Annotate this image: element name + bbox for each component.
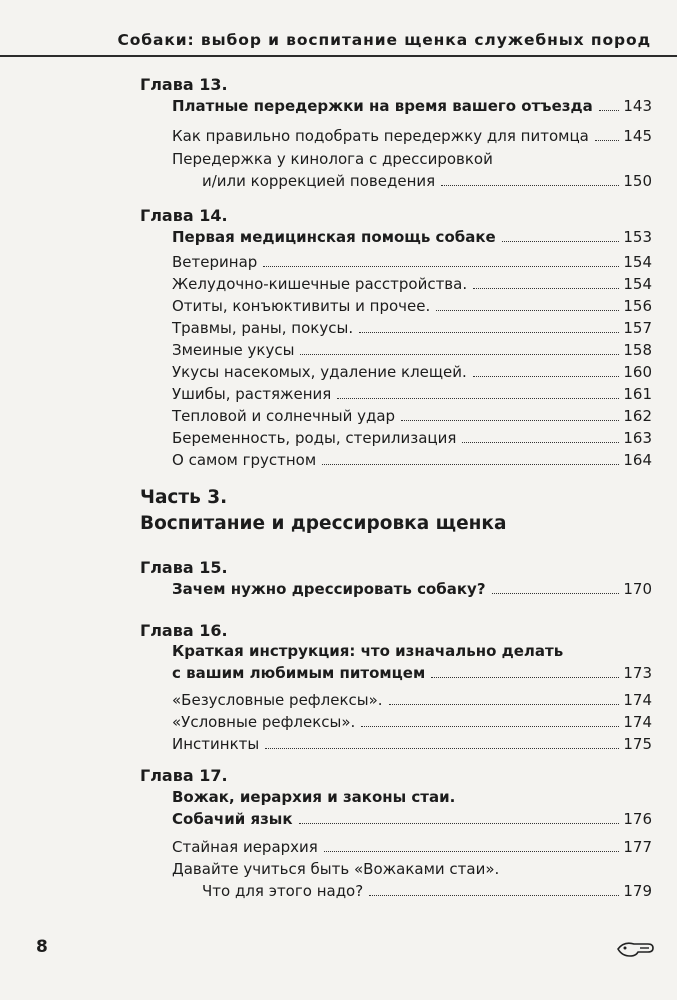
toc-entry[interactable] [172, 127, 652, 145]
toc-entry[interactable] [172, 341, 652, 359]
toc-page-number: 156 [623, 297, 652, 315]
toc-entry[interactable] [172, 810, 652, 828]
toc-entry[interactable] [172, 691, 652, 709]
toc-entry[interactable] [172, 713, 652, 731]
toc-entry[interactable] [172, 735, 652, 753]
toc-page-number: 154 [623, 253, 652, 271]
part-3-subtitle: Воспитание и дрессировка щенка [140, 513, 507, 534]
toc-entry-label: «Безусловные рефлексы». [172, 691, 383, 709]
chapter-16-title: Глава 16. [140, 621, 228, 640]
dot-leader [369, 895, 619, 896]
toc-entry-label: Ветеринар [172, 253, 258, 271]
toc-page-number: 179 [623, 882, 652, 900]
toc-entry-label: Платные передержки на время вашего отъезда [172, 97, 593, 115]
toc-entry[interactable] [172, 407, 652, 425]
dot-leader [599, 110, 620, 111]
dot-leader [337, 398, 619, 399]
toc-entry[interactable] [172, 97, 652, 115]
toc-page-number: 175 [623, 735, 652, 753]
dot-leader [322, 464, 619, 465]
toc-entry-label: О самом грустном [172, 451, 317, 469]
part-3-title: Часть 3. [140, 487, 228, 508]
toc-entry-label: Вожак, иерархия и законы стаи. [172, 788, 456, 806]
toc-page-number: 163 [623, 429, 652, 447]
toc-page-number: 176 [623, 810, 652, 828]
toc-entry-label: Змеиные укусы [172, 341, 295, 359]
toc-entry-label: Ушибы, растяжения [172, 385, 332, 403]
toc-page-number: 173 [623, 664, 652, 682]
dot-leader [359, 332, 619, 333]
toc-entry-label: Инстинкты [172, 735, 260, 753]
toc-entry-label: Как правильно подобрать передержку для питомца [172, 127, 589, 145]
toc-page-number: 164 [623, 451, 652, 469]
paw-print-icon [616, 939, 656, 959]
toc-page-number: 143 [623, 97, 652, 115]
toc-entry-label: Первая медицинская помощь собаке [172, 228, 496, 246]
toc-entry[interactable] [172, 253, 652, 271]
toc-entry-label: Собачий язык [172, 810, 293, 828]
toc-entry[interactable] [172, 363, 652, 381]
toc-page-number: 174 [623, 691, 652, 709]
toc-page-number: 154 [623, 275, 652, 293]
toc-entry[interactable] [172, 319, 652, 337]
toc-entry-label: Беременность, роды, стерилизация [172, 429, 457, 447]
toc-entry-label: Укусы насекомых, удаление клещей. [172, 363, 467, 381]
toc-entry-label: Давайте учиться быть «Вожаками стаи». [172, 860, 500, 878]
dot-leader [473, 376, 620, 377]
toc-entry[interactable] [172, 580, 652, 598]
dot-leader [263, 266, 619, 267]
chapter-14-title: Глава 14. [140, 206, 228, 225]
toc-entry[interactable] [172, 451, 652, 469]
toc-page-number: 177 [623, 838, 652, 856]
toc-entry[interactable] [172, 172, 652, 190]
toc-entry[interactable] [172, 664, 652, 682]
toc-entry[interactable] [172, 385, 652, 403]
dot-leader [436, 310, 619, 311]
dot-leader [492, 593, 620, 594]
toc-entry-label: Тепловой и солнечный удар [172, 407, 396, 425]
chapter-13-title: Глава 13. [140, 75, 228, 94]
toc-entry-label: Желудочно-кишечные расстройства. [172, 275, 468, 293]
dot-leader [299, 823, 620, 824]
toc-page-number: 161 [623, 385, 652, 403]
toc-entry-label: Отиты, конъюктивиты и прочее. [172, 297, 431, 315]
chapter-15-title: Глава 15. [140, 558, 228, 577]
dot-leader [265, 748, 619, 749]
toc-entry[interactable] [172, 882, 652, 900]
toc-page-number: 158 [623, 341, 652, 359]
toc-entry[interactable] [172, 838, 652, 856]
toc-entry[interactable] [172, 228, 652, 246]
dot-leader [462, 442, 619, 443]
toc-entry[interactable] [172, 429, 652, 447]
toc-entry-label: Травмы, раны, покусы. [172, 319, 354, 337]
toc-entry[interactable] [172, 297, 652, 315]
toc-entry-label: Стайная иерархия [172, 838, 318, 856]
dot-leader [324, 851, 620, 852]
toc-entry[interactable] [172, 275, 652, 293]
dot-leader [473, 288, 619, 289]
toc-page-number: 162 [623, 407, 652, 425]
toc-entry-label: Зачем нужно дрессировать собаку? [172, 580, 486, 598]
chapter-17-title: Глава 17. [140, 766, 228, 785]
dot-leader [502, 241, 620, 242]
toc-entry-label: Краткая инструкция: что изначально делать [172, 642, 564, 660]
dot-leader [431, 677, 619, 678]
toc-page-number: 174 [623, 713, 652, 731]
dot-leader [300, 354, 619, 355]
dot-leader [401, 420, 619, 421]
toc-page-number: 157 [623, 319, 652, 337]
header-rule [0, 55, 677, 57]
toc-page-number: 145 [623, 127, 652, 145]
toc-page-number: 150 [623, 172, 652, 190]
dot-leader [595, 140, 619, 141]
dot-leader [441, 185, 619, 186]
running-head: Собаки: выбор и воспитание щенка служебных пород [117, 31, 651, 49]
page-number: 8 [36, 937, 48, 957]
toc-page-number: 170 [623, 580, 652, 598]
toc-entry-label: «Условные рефлексы». [172, 713, 356, 731]
dot-leader [361, 726, 619, 727]
dot-leader [389, 704, 620, 705]
toc-entry-label: с вашим любимым питомцем [172, 664, 426, 682]
toc-entry-label: Передержка у кинолога с дрессировкой [172, 150, 493, 168]
toc-entry-label: и/или коррекцией поведения [202, 172, 436, 190]
toc-entry-label: Что для этого надо? [202, 882, 364, 900]
toc-page-number: 160 [623, 363, 652, 381]
toc-page-number: 153 [623, 228, 652, 246]
